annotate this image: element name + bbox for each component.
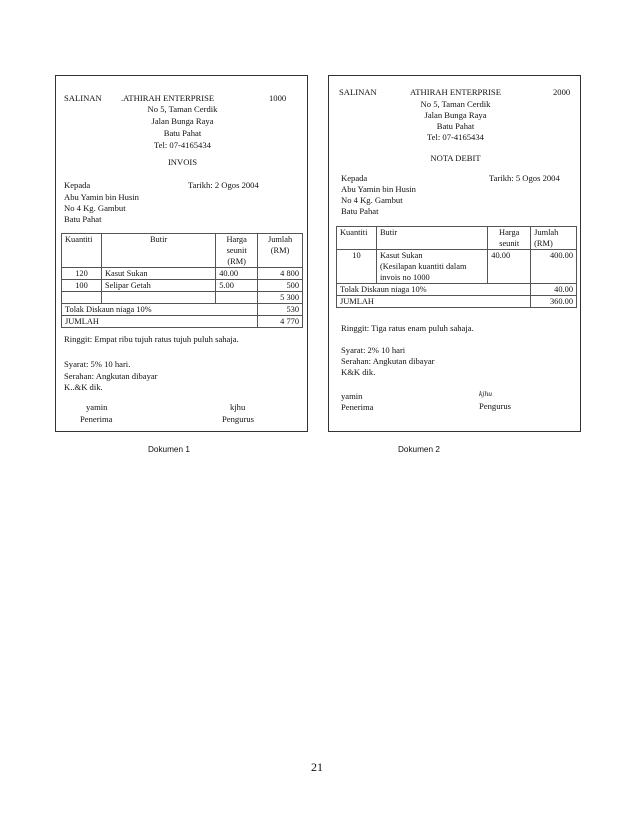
item-cell: Kasut Sukan (Kesilapan kuantiti dalam invois no 1000: [376, 250, 487, 284]
company-address-line: No 5, Taman Cerdik: [147, 104, 218, 114]
table-row: [62, 268, 303, 280]
document-number: 2000: [553, 87, 571, 97]
company-address-line: No 5, Taman Cerdik: [420, 99, 491, 109]
customer-name: Abu Yamin bin Husin: [64, 192, 139, 202]
company-address-line: Batu Pahat: [163, 128, 202, 138]
customer-address: No 4 Kg. Gambut: [341, 195, 403, 205]
column-header-butir: Butir: [376, 227, 487, 250]
column-header-jumlah: Jumlah (RM): [258, 234, 303, 268]
company-address-line: Jalan Bunga Raya: [151, 116, 214, 126]
invoice-items-table: [61, 233, 303, 328]
customer-city: Batu Pahat: [341, 206, 379, 216]
date-label: Tarikh: 5 Ogos 2004: [489, 173, 560, 183]
customer-address: No 4 Kg. Gambut: [64, 203, 126, 213]
invoice-document: [55, 75, 308, 432]
subtotal-value: 5 300: [258, 292, 303, 304]
document-caption: Dokumen 2: [398, 445, 440, 454]
manager-label: Pengurus: [479, 401, 511, 411]
salinan-label: SALINAN: [64, 93, 102, 103]
total-cell: 400.00: [531, 250, 577, 284]
column-header-harga: Harga seunit: [488, 227, 531, 250]
receiver-label: Penerima: [80, 414, 113, 424]
discount-label: Tolak Diskaun niaga 10%: [337, 284, 531, 296]
delivery-terms: Serahan: Angkutan dibayar: [64, 371, 158, 381]
price-cell: 5.00: [216, 280, 258, 292]
debit-items-table: [336, 226, 577, 308]
price-cell: 40.00: [216, 268, 258, 280]
customer-city: Batu Pahat: [64, 214, 102, 224]
receiver-signature: yamin: [341, 391, 363, 401]
document-number: 1000: [269, 93, 287, 103]
column-header-jumlah: Jumlah (RM): [531, 227, 577, 250]
column-header-harga: Harga seunit (RM): [216, 234, 258, 268]
document-title: NOTA DEBIT: [430, 153, 481, 163]
column-header-kuantiti: Kuantiti: [62, 234, 102, 268]
grand-total-row: [337, 296, 577, 308]
company-address-line: Jalan Bunga Raya: [424, 110, 487, 120]
receiver-signature: yamin: [86, 402, 108, 412]
manager-signature: kjhu: [479, 389, 493, 398]
salinan-label: SALINAN: [339, 87, 377, 97]
total-cell: 500: [258, 280, 303, 292]
discount-value: 530: [258, 304, 303, 316]
table-header-row: [62, 234, 303, 268]
company-address-line: Batu Pahat: [436, 121, 475, 131]
manager-label: Pengurus: [222, 414, 254, 424]
qty-cell: 10: [337, 250, 377, 284]
grand-total-row: [62, 316, 303, 328]
discount-value: 40.00: [531, 284, 577, 296]
company-phone: Tel: 07-4165434: [154, 140, 211, 150]
company-name: .ATHIRAH ENTERPRISE: [121, 93, 215, 103]
qty-cell: 120: [62, 268, 102, 280]
amount-in-words: Ringgit: Tiga ratus enam puluh sahaja.: [341, 323, 474, 333]
amount-in-words: Ringgit: Empat ribu tujuh ratus tujuh puluh sahaja.: [64, 334, 239, 344]
total-cell: 4 800: [258, 268, 303, 280]
subtotal-row: [62, 292, 303, 304]
date-label: Tarikh: 2 Ogos 2004: [188, 180, 259, 190]
manager-signature: kjhu: [230, 402, 246, 412]
document-caption: Dokumen 1: [148, 445, 190, 454]
grand-total-label: JUMLAH: [337, 296, 531, 308]
item-cell: Selipar Getah: [101, 280, 215, 292]
kdik-note: K&K dik.: [341, 367, 376, 377]
grand-total-label: JUMLAH: [62, 316, 258, 328]
price-cell: 40.00: [488, 250, 531, 284]
payment-terms: Syarat: 2% 10 hari: [341, 345, 406, 355]
discount-row: [337, 284, 577, 296]
table-header-row: [337, 227, 577, 250]
qty-cell: 100: [62, 280, 102, 292]
payment-terms: Syarat: 5% 10 hari.: [64, 359, 131, 369]
item-cell: Kasut Sukan: [101, 268, 215, 280]
receiver-label: Penerima: [341, 402, 374, 412]
discount-row: [62, 304, 303, 316]
grand-total-value: 360.00: [531, 296, 577, 308]
table-row: [62, 280, 303, 292]
grand-total-value: 4 770: [258, 316, 303, 328]
customer-name: Abu Yamin bin Husin: [341, 184, 416, 194]
discount-label: Tolak Diskaun niaga 10%: [62, 304, 258, 316]
company-name: ATHIRAH ENTERPRISE: [410, 87, 501, 97]
kepada-label: Kepada: [64, 180, 91, 190]
kepada-label: Kepada: [341, 173, 368, 183]
debit-note-document: [328, 75, 581, 432]
document-title: INVOIS: [167, 157, 198, 167]
page-number: 21: [311, 760, 323, 774]
column-header-butir: Butir: [101, 234, 215, 268]
column-header-kuantiti: Kuantiti: [337, 227, 377, 250]
table-row: [337, 250, 577, 284]
company-phone: Tel: 07-4165434: [427, 132, 484, 142]
kdik-note: K..&K dik.: [64, 382, 103, 392]
delivery-terms: Serahan: Angkutan dibayar: [341, 356, 435, 366]
